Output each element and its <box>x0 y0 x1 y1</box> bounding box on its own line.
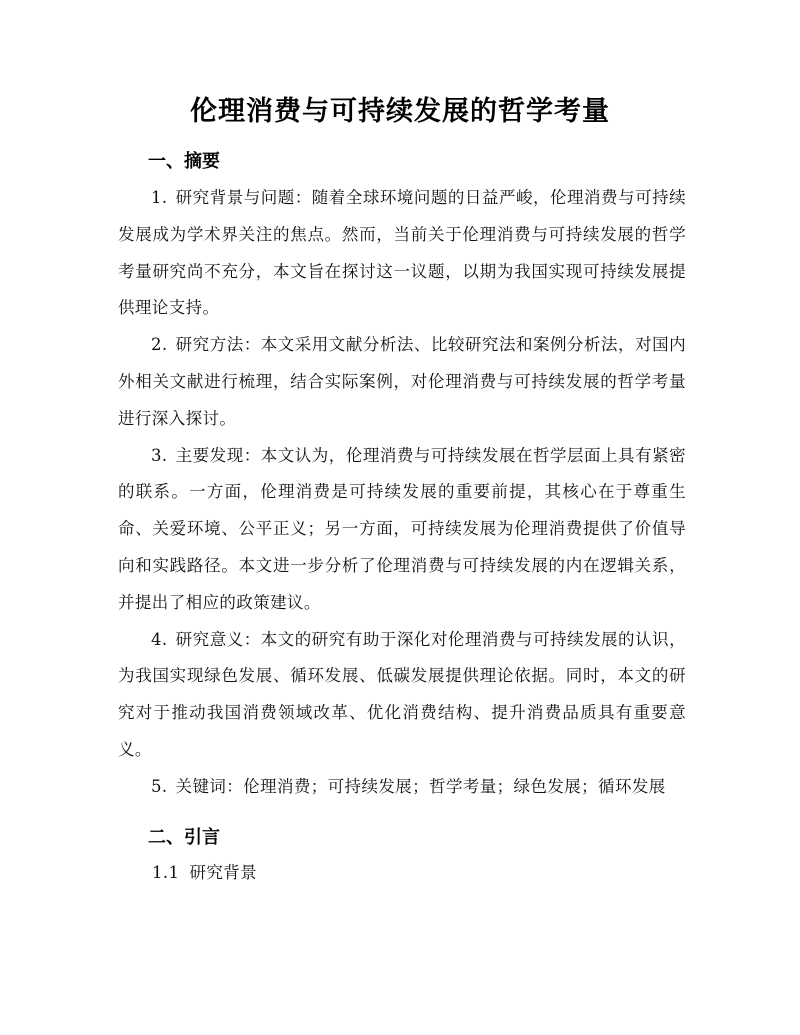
paragraph-number: 5. <box>151 776 168 796</box>
section-heading-abstract: 一、摘要 <box>148 151 220 172</box>
paragraph-text: 关键词：伦理消费；可持续发展；哲学考量；绿色发展；循环发展 <box>175 776 666 796</box>
paragraph-text: 研究意义：本文的研究有助于深化对伦理消费与可持续发展的认识，为我国实现绿色发展、循环发展、低碳发展提供理论依据。同时，本文的研究对于推动我国消费领域改革、优化消费结构、提升消费品质具有重要意义。 <box>118 629 686 759</box>
paragraph-number: 3. <box>151 445 168 465</box>
subsection-heading-research-background <box>152 861 257 885</box>
paragraph-text: 主要发现：本文认为，伦理消费与可持续发展在哲学层面上具有紧密的联系。一方面，伦理消费是可持续发展的重要前提，其核心在于尊重生命、关爱环境、公平正义；另一方面，可持续发展为伦理消费提供了价值导向和实践路径。本文进一步分析了伦理消费与可持续发展的内在逻辑关系，并提出了相应的政策建议。 <box>118 445 686 612</box>
subsection-number: 1.1 <box>152 863 180 882</box>
paragraph-number: 2. <box>151 335 168 355</box>
abstract-paragraph-2 <box>118 327 686 437</box>
document-title: 伦理消费与可持续发展的哲学考量 <box>190 96 610 127</box>
section-heading-introduction: 二、引言 <box>148 827 220 848</box>
abstract-paragraph-3 <box>118 438 686 622</box>
subsection-title: 研究背景 <box>189 863 258 882</box>
abstract-paragraph-4 <box>118 622 686 769</box>
paragraph-number: 1. <box>151 188 168 207</box>
abstract-paragraph-5-keywords <box>118 769 686 806</box>
paragraph-number: 4. <box>151 629 168 649</box>
abstract-paragraph-1 <box>118 180 686 327</box>
paragraph-text: 研究方法：本文采用文献分析法、比较研究法和案例分析法，对国内外相关文献进行梳理，结合实际案例，对伦理消费与可持续发展的哲学考量进行深入探讨。 <box>118 335 686 428</box>
paragraph-text: 研究背景与问题：随着全球环境问题的日益严峻，伦理消费与可持续发展成为学术界关注的焦点。然而，当前关于伦理消费与可持续发展的哲学考量研究尚不充分，本文旨在探讨这一议题，以期为我国实现可持续发展提供理论支持。 <box>118 188 686 318</box>
abstract-body <box>118 180 686 806</box>
